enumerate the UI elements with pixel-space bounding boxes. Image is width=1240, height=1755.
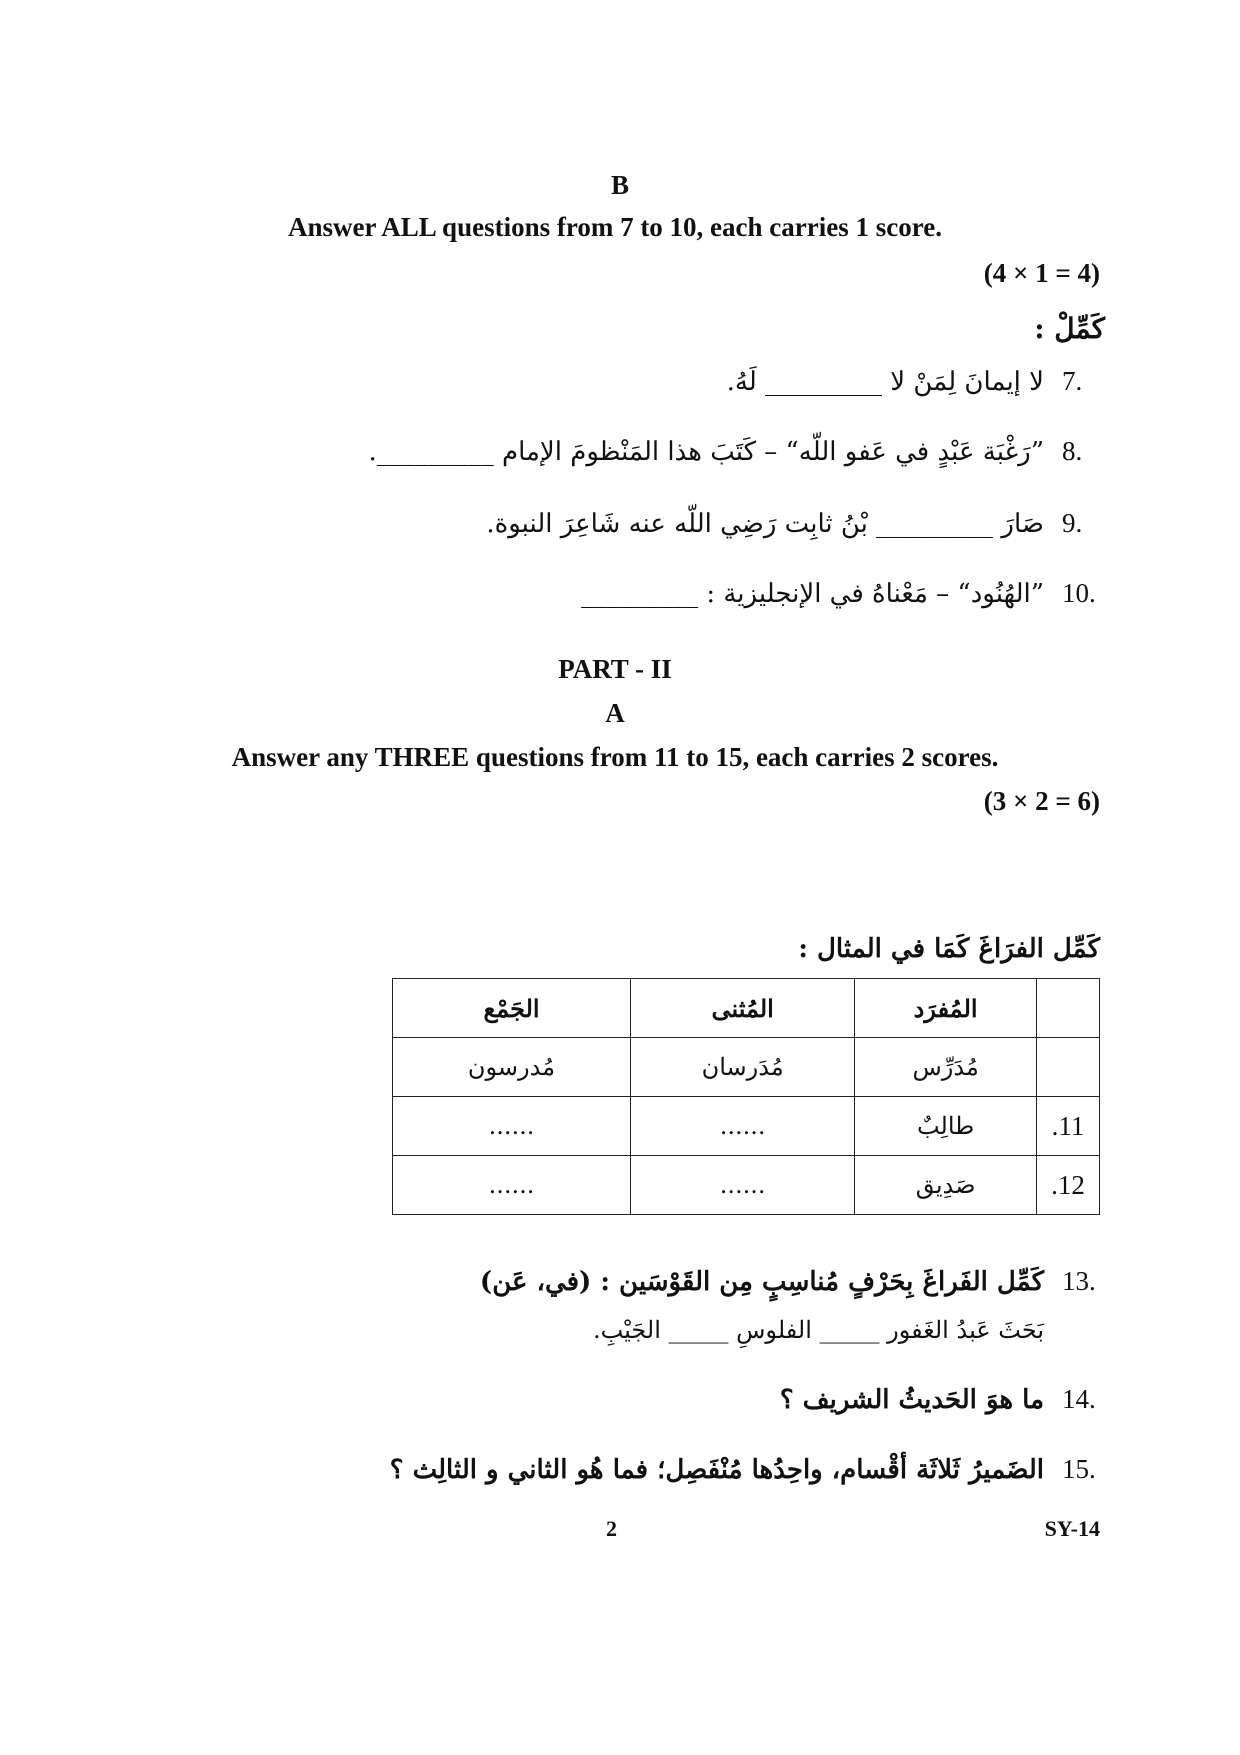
table-header-plural: الجَمْع [393, 979, 631, 1038]
table-cell: ...... [631, 1097, 855, 1156]
page-number: 2 [606, 1516, 617, 1541]
part2-instruction: Answer any THREE questions from 11 to 15, each carries 2 scores. [231, 742, 999, 772]
question-number: 10. [1062, 578, 1096, 608]
section-b-score: (4 × 1 = 4) [983, 258, 1100, 288]
exam-code: SY-14 [1044, 1516, 1100, 1541]
part2-section-a: A [605, 698, 625, 728]
question-text: الضَميرُ ثَلاثَة أقْسام، واحِدُها مُنْفَصِل؛ فما هُو الثاني و الثالِث ؟ [389, 1455, 1044, 1485]
table-cell: مُدرسون [393, 1038, 631, 1097]
question-13-sentence: بَحَثَ عَبدُ الغَفور _____ الفلوسِ _____ الجَيْبِ. [592, 1316, 1044, 1344]
question-number: 14. [1062, 1384, 1096, 1414]
table-cell: ...... [393, 1097, 631, 1156]
question-text: ما هوَ الحَديثُ الشريف ؟ [779, 1385, 1044, 1415]
table-row [393, 1097, 1100, 1156]
table-cell: ...... [393, 1156, 631, 1215]
table-title-ar: كَمِّل الفرَاغَ كَمَا في المثال : [798, 934, 1100, 964]
question-8 [368, 436, 1110, 467]
question-text: ”الهُنُود“ – مَعْناهُ في الإنجليزية : _________ [581, 579, 1044, 609]
question-number: 9. [1062, 508, 1083, 538]
question-text: لا إيمانَ لِمَنْ لا _________ لَهُ. [726, 367, 1044, 397]
question-13 [480, 1266, 1110, 1297]
part2-score: (3 × 2 = 6) [983, 786, 1100, 816]
question-number: 7. [1062, 366, 1083, 396]
section-b-title-ar: كَمِّلْ : [1034, 312, 1105, 345]
question-15 [390, 1454, 1110, 1485]
question-14 [780, 1384, 1110, 1415]
table-cell-num [1037, 1038, 1100, 1097]
question-number: 8. [1062, 436, 1083, 466]
table-row [393, 1156, 1100, 1215]
table-cell: مُدَرسان [631, 1038, 855, 1097]
part2-title: PART - II [558, 654, 672, 684]
table-cell-num: .12 [1037, 1156, 1100, 1215]
question-number: 15. [1062, 1454, 1096, 1484]
table-header-singular: المُفرَد [855, 979, 1037, 1038]
table-header-num [1037, 979, 1100, 1038]
section-b-instruction: Answer ALL questions from 7 to 10, each carries 1 score. [288, 212, 942, 242]
table-header-dual: المُثنى [631, 979, 855, 1038]
table-cell-num: .11 [1037, 1097, 1100, 1156]
vocab-table [392, 978, 1100, 1215]
table-cell: صَدِيق [855, 1156, 1037, 1215]
question-text: كَمِّل الفَراغَ بِحَرْفٍ مُناسِبٍ مِن القَوْسَين : (في، عَن) [479, 1267, 1044, 1297]
section-b-heading: B [610, 170, 629, 200]
question-9 [486, 508, 1110, 539]
question-7 [727, 366, 1110, 397]
question-10 [581, 578, 1110, 609]
question-text: صَارَ _________ بْنُ ثابِت رَضِي اللّه عنه شَاعِرَ النبوة. [486, 509, 1044, 539]
table-header-row [393, 979, 1100, 1038]
table-cell: ...... [631, 1156, 855, 1215]
table-row [393, 1038, 1100, 1097]
table-cell: طالِبٌ [855, 1097, 1037, 1156]
question-number: 13. [1062, 1266, 1096, 1296]
table-cell: مُدَرِّس [855, 1038, 1037, 1097]
question-text: ”رَغْبَة عَبْدٍ في عَفو اللّه“ – كَتَبَ هذا المَنْظومَ الإمام _________. [368, 437, 1044, 467]
